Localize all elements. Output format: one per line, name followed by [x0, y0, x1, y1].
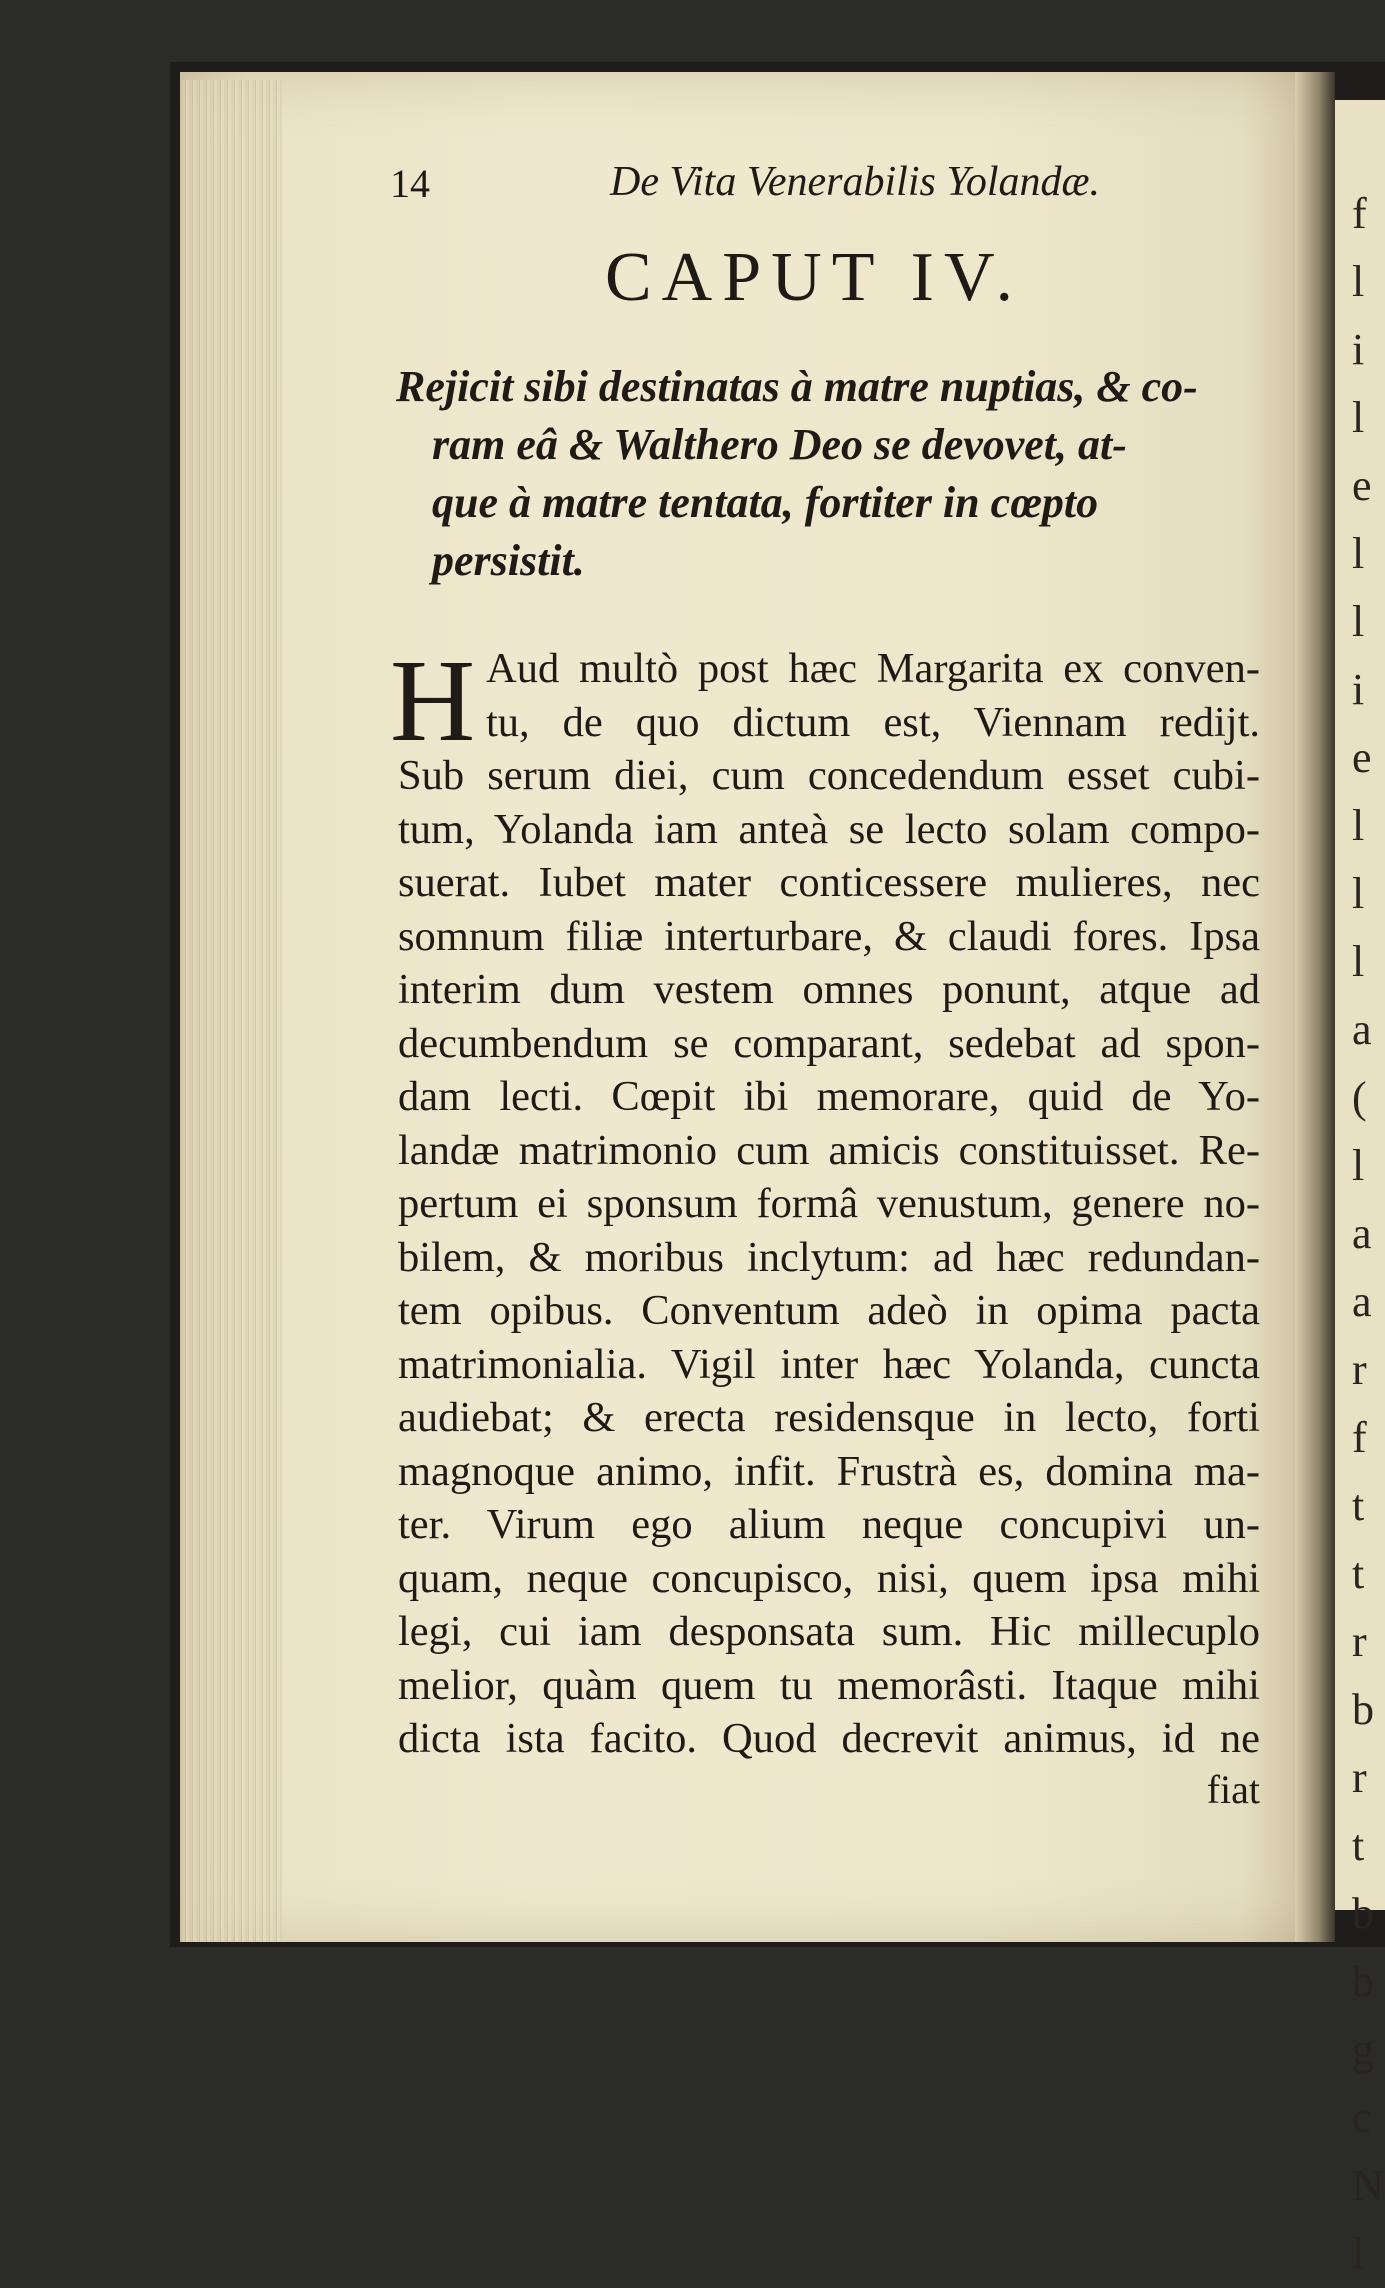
facing-page-letter: l [1352, 1141, 1365, 1190]
page-text [390, 150, 1260, 1813]
body-line: melior, quàm quem tu memorâsti. Itaque mihi [398, 1661, 1260, 1709]
summary-line: ram eâ & Walthero Deo se devovet, at- [432, 420, 1127, 469]
body-line: suerat. Iubet mater conticessere mulieres, nec [398, 859, 1260, 906]
body-line: magnoque animo, infit. Frustrà es, domina ma- [398, 1447, 1260, 1495]
book-gutter [1295, 72, 1335, 1942]
body-line: quam, neque concupisco, nisi, quem ipsa mihi [398, 1554, 1260, 1602]
facing-page-letter: t [1352, 1481, 1365, 1530]
summary-line: que à matre tentata, fortiter in cœpto [432, 478, 1099, 527]
facing-page-letter: t [1352, 1821, 1365, 1870]
body-line: tu, de quo dictum est, Viennam redijt. [486, 698, 1260, 746]
facing-page-letter: ( [1352, 1073, 1367, 1122]
facing-page-letter: l [1352, 2229, 1365, 2278]
body-text [390, 635, 1260, 1766]
running-head: De Vita Venerabilis Yolandæ. [610, 159, 1101, 205]
body-line: matrimonialia. Vigil inter hæc Yolanda, cuncta [398, 1340, 1260, 1388]
facing-page-letter: r [1352, 1753, 1367, 1802]
body-line: dicta ista facito. Quod decrevit animus, id ne [398, 1715, 1260, 1762]
facing-page-letter: b [1352, 1957, 1374, 2006]
body-line: landæ matrimonio cum amicis constituisset. Re- [398, 1126, 1260, 1174]
body-line: audiebat; & erecta residensque in lecto, forti [398, 1394, 1260, 1441]
summary-line: Rejicit sibi destinatas à matre nuptias, & co- [396, 362, 1198, 411]
body-line: Sub serum diei, cum concedendum esset cubi- [398, 752, 1260, 799]
page-header [390, 150, 1260, 210]
body-line: pertum ei sponsum formâ venustum, genere no- [398, 1180, 1260, 1227]
facing-page-letter: l [1352, 393, 1365, 442]
chapter-title: CAPUT IV. [604, 239, 1024, 316]
facing-page-letter: b [1352, 1685, 1374, 1734]
body-line: interim dum vestem omnes ponunt, atque ad [398, 966, 1260, 1013]
body-line: tum, Yolanda iam anteà se lecto solam compo- [398, 805, 1260, 853]
facing-page-letter: a [1352, 1277, 1372, 1326]
facing-page-letter: i [1352, 665, 1365, 714]
facing-page-letter: l [1352, 869, 1365, 918]
facing-page-letter: f [1352, 189, 1367, 238]
facing-page-letter: a [1352, 1005, 1372, 1054]
body-line: tem opibus. Conventum adeò in opima pacta [398, 1287, 1260, 1334]
facing-page-letter: g [1352, 2025, 1374, 2074]
facing-page-letter: f [1352, 1413, 1367, 1462]
facing-page-letter: i [1352, 325, 1365, 374]
facing-page-letter: t [1352, 1549, 1365, 1598]
catchword: fiat [1206, 1766, 1260, 1812]
facing-page-letters [1352, 180, 1385, 2288]
facing-page-letter: l [1352, 597, 1365, 646]
facing-page-letter: l [1352, 801, 1365, 850]
facing-page-letter: l [1352, 529, 1365, 578]
body-line: dam lecti. Cœpit ibi memorare, quid de Yo- [398, 1073, 1260, 1120]
facing-page-letter: l [1352, 257, 1365, 306]
facing-page-letter: l [1352, 937, 1365, 986]
body-line: legi, cui iam desponsata sum. Hic millecuplo [398, 1608, 1260, 1655]
body-line: ter. Virum ego alium neque concupivi un- [398, 1501, 1260, 1548]
body-line: Aud multò post hæc Margarita ex conven- [486, 645, 1260, 692]
chapter-summary [396, 358, 1226, 590]
body-line: decumbendum se comparant, sedebat ad spon- [398, 1019, 1260, 1067]
facing-page-letter: N [1352, 2161, 1384, 2210]
facing-page-letter: e [1352, 461, 1372, 510]
body-line: somnum filiæ interturbare, & claudi fores. Ipsa [398, 912, 1260, 960]
summary-line: persistit. [432, 536, 585, 585]
facing-page-letter: e [1352, 733, 1372, 782]
drop-cap: H [390, 635, 476, 766]
facing-page-letter: r [1352, 1345, 1367, 1394]
facing-page-letter: c [1352, 2093, 1372, 2142]
page-edge [182, 80, 282, 1942]
page-number: 14 [390, 161, 430, 206]
facing-page-letter: b [1352, 1889, 1374, 1938]
facing-page-letter: a [1352, 1209, 1372, 1258]
facing-page-letter: r [1352, 1617, 1367, 1666]
body-line: bilem, & moribus inclytum: ad hæc redundan- [398, 1233, 1260, 1281]
